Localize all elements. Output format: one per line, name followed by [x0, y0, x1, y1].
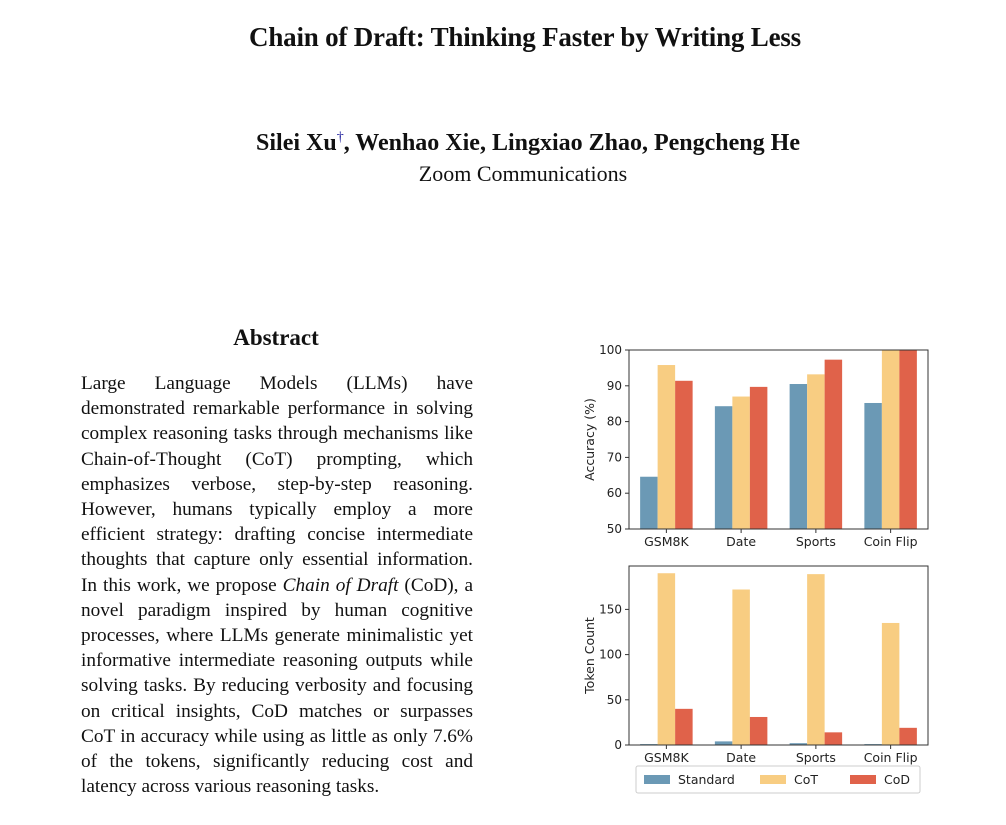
author-list: [0, 130, 1006, 157]
abstract-text-1: Large Language Models (LLMs) have demonstrated remarkable performance in solving complex reasoning tasks through mechanisms like Chain-of-Thought (CoT) prompting, which emphasizes verbose, step-by-step reasoning. However, humans typically employ a more efficient strategy: drafting concise intermediate thoughts that capture only essential information. In this work, we propose: [81, 373, 473, 596]
bar-cod-gsm8k: [675, 709, 693, 745]
legend-label-cod: CoD: [884, 772, 911, 787]
bar-cot-date: [732, 397, 750, 529]
bar-cot-sports: [807, 574, 825, 745]
bar-cot-gsm8k: [658, 573, 676, 745]
x-tick-label: Date: [726, 750, 757, 765]
author-first: Silei Xu: [256, 130, 337, 156]
y-tick-label: 80: [606, 414, 622, 429]
abstract-text-2: (CoD), a novel paradigm inspired by human cognitive processes, where LLMs generate minimalistic yet informative intermediate reasoning outputs while solving tasks. By reducing verbosity and focusing on critical insights, CoD matches or surpasses CoT in accuracy while using as little as only 7.6% of the tokens, significantly reducing cost and latency across various reasoning tasks.: [81, 574, 474, 798]
y-tick-label: 100: [599, 647, 622, 662]
bar-standard-sports: [790, 384, 808, 529]
bar-cod-coin-flip: [899, 728, 917, 745]
legend-swatch-standard: [644, 775, 670, 784]
y-tick-label: 150: [599, 602, 622, 617]
abstract-body: [81, 371, 473, 799]
bar-cot-gsm8k: [658, 365, 676, 529]
author-others: , Wenhao Xie, Lingxiao Zhao, Pengcheng He: [343, 130, 800, 156]
bar-cod-date: [750, 717, 768, 745]
y-tick-label: 100: [599, 343, 622, 357]
bar-cod-date: [750, 387, 768, 529]
legend-label-standard: Standard: [678, 772, 735, 787]
y-axis-label: Accuracy (%): [582, 398, 597, 481]
y-tick-label: 70: [606, 450, 622, 465]
y-tick-label: 60: [606, 486, 622, 501]
bar-cot-coin-flip: [882, 623, 900, 745]
x-tick-label: Sports: [795, 534, 836, 549]
bar-cod-gsm8k: [675, 381, 693, 529]
bar-cot-coin-flip: [882, 350, 900, 529]
legend-swatch-cot: [760, 775, 786, 784]
paper-title: Chain of Draft: Thinking Faster by Writing Less: [249, 22, 801, 52]
legend-label-cot: CoT: [794, 772, 819, 787]
bar-cot-sports: [807, 374, 825, 529]
author-dagger-mark: †: [336, 130, 344, 145]
bar-cod-coin-flip: [899, 350, 917, 529]
x-tick-label: Coin Flip: [863, 534, 918, 549]
x-tick-label: Date: [726, 534, 757, 549]
y-tick-label: 50: [606, 522, 622, 536]
bar-cot-date: [732, 590, 750, 745]
bar-standard-coin-flip: [864, 403, 882, 529]
y-tick-label: 90: [606, 378, 622, 393]
bar-standard-gsm8k: [640, 477, 658, 529]
results-figure: [570, 338, 940, 800]
x-tick-label: Coin Flip: [863, 750, 918, 765]
y-tick-label: 0: [614, 738, 622, 752]
x-tick-label: GSM8K: [644, 750, 689, 765]
abstract-method-name: Chain of Draft: [282, 574, 399, 596]
affiliation: Zoom Communications: [418, 161, 628, 186]
bar-cod-sports: [825, 360, 843, 529]
abstract-heading: Abstract: [233, 325, 319, 350]
bar-cod-sports: [825, 732, 843, 745]
x-tick-label: GSM8K: [644, 534, 689, 549]
bar-standard-date: [715, 406, 733, 529]
bar-standard-date: [715, 741, 733, 745]
legend-swatch-cod: [850, 775, 876, 784]
x-tick-label: Sports: [795, 750, 836, 765]
y-tick-label: 50: [606, 692, 622, 707]
y-axis-label: Token Count: [582, 617, 597, 694]
